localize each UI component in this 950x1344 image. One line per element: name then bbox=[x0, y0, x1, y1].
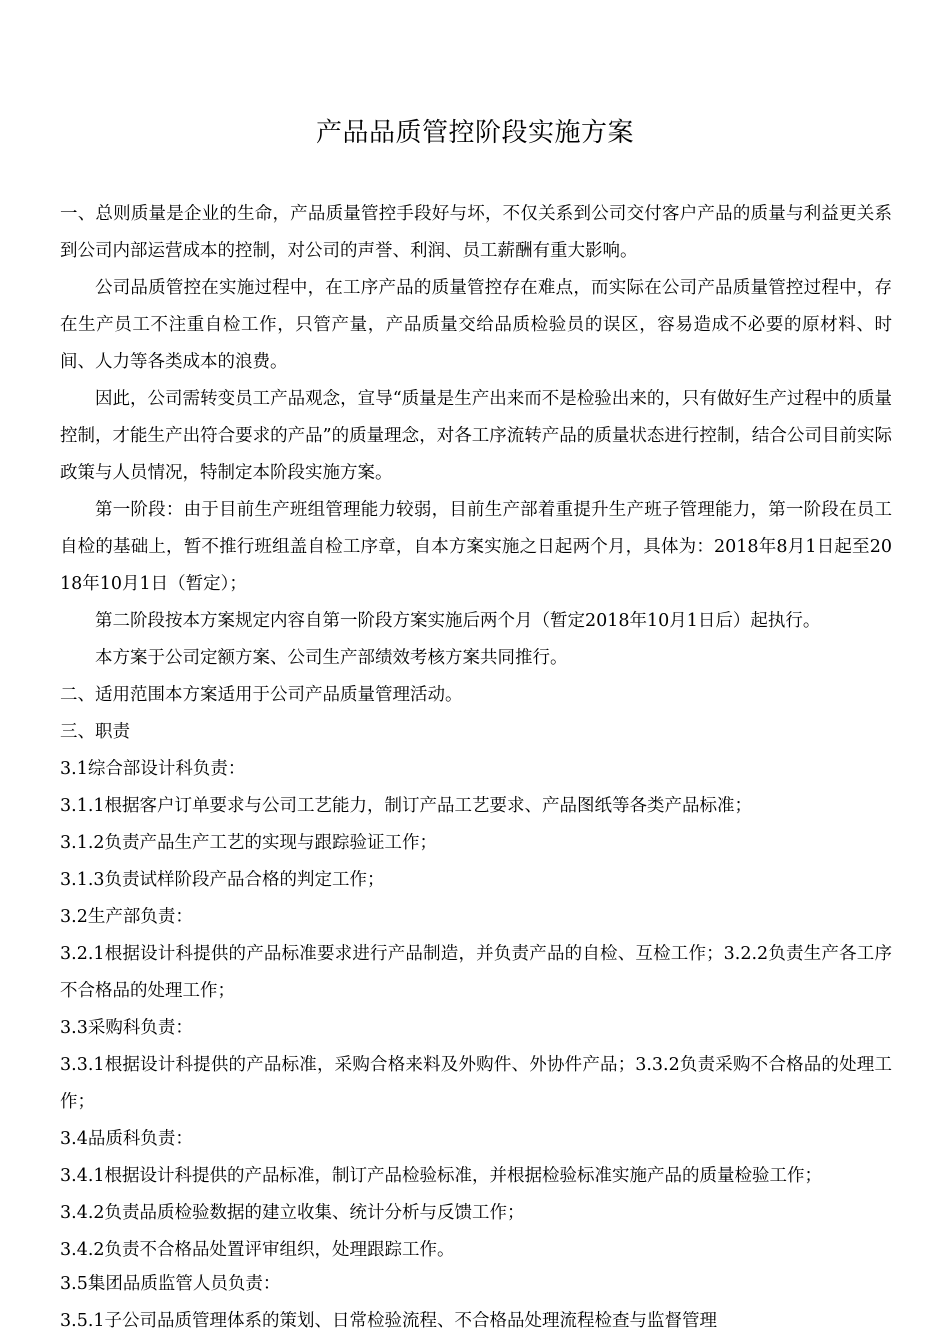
paragraph-phase-one: 第一阶段：由于目前生产班组管理能力较弱，目前生产部着重提升生产班子管理能力，第一阶段在员工自检的基础上，暂不推行班组盖自检工序章，自本方案实施之日起两个月，具体为：2018年8月1日起至2018年10月1日（暂定）； bbox=[60, 500, 892, 594]
item-3-2-1: 3.2.1根据设计科提供的产品标准要求进行产品制造，并负责产品的自检、互检工作；3.2.2负责生产各工序不合格品的处理工作； bbox=[60, 944, 892, 1001]
document-title: 产品品质管控阶段实施方案 bbox=[315, 118, 634, 148]
paragraph-phase-two: 第二阶段按本方案规定内容自第一阶段方案实施后两个月（暂定2018年10月1日后）起执行。 bbox=[95, 611, 821, 631]
item-3-4-1: 3.4.1根据设计科提供的产品标准，制订产品检验标准，并根据检验标准实施产品的质量检验工作； bbox=[60, 1166, 823, 1186]
item-3-5-1: 3.5.1子公司品质管理体系的策划、日常检验流程、不合格品处理流程检查与监督管理 bbox=[60, 1311, 718, 1331]
item-3-1-2: 3.1.2负责产品生产工艺的实现与跟踪验证工作； bbox=[60, 833, 438, 853]
item-3-1-1: 3.1.1根据客户订单要求与公司工艺能力，制订产品工艺要求、产品图纸等各类产品标准； bbox=[60, 796, 753, 816]
paragraph-general-principle: 一、总则质量是企业的生命，产品质量管控手段好与坏，不仅关系到公司交付客户产品的质量与利益更关系到公司内部运营成本的控制，对公司的声誉、利润、员工薪酬有重大影响。 bbox=[60, 204, 892, 261]
item-3-5: 3.5集团品质监管人员负责： bbox=[60, 1274, 281, 1294]
item-3-1: 3.1综合部设计科负责： bbox=[60, 759, 246, 779]
document-body bbox=[60, 196, 892, 1340]
item-3-3-1: 3.3.1根据设计科提供的产品标准，采购合格来料及外购件、外协件产品；3.3.2负责采购不合格品的处理工作； bbox=[60, 1055, 892, 1112]
paragraph-joint-implementation: 本方案于公司定额方案、公司生产部绩效考核方案共同推行。 bbox=[95, 648, 568, 668]
paragraph-scope: 二、适用范围本方案适用于公司产品质量管理活动。 bbox=[60, 685, 463, 705]
item-3-4-2-a: 3.4.2负责品质检验数据的建立收集、统计分析与反馈工作； bbox=[60, 1203, 525, 1223]
item-3-3: 3.3采购科负责： bbox=[60, 1018, 193, 1038]
paragraph-quality-concept: 因此，公司需转变员工产品观念，宣导“质量是生产出来而不是检验出来的，只有做好生产过程中的质量控制，才能生产出符合要求的产品”的质量理念，对各工序流转产品的质量状态进行控制，结合公司目前实际政策与人员情况，特制定本阶段实施方案。 bbox=[60, 389, 892, 483]
paragraph-quality-control-issues: 公司品质管控在实施过程中，在工序产品的质量管控存在难点，而实际在公司产品质量管控过程中，存在生产员工不注重自检工作，只管产量，产品质量交给品质检验员的误区，容易造成不必要的原材料、时间、人力等各类成本的浪费。 bbox=[60, 278, 892, 372]
section-heading-responsibilities: 三、职责 bbox=[60, 722, 130, 742]
item-3-1-3: 3.1.3负责试样阶段产品合格的判定工作； bbox=[60, 870, 385, 890]
item-3-4-2-b: 3.4.2负责不合格品处置评审组织，处理跟踪工作。 bbox=[60, 1240, 455, 1260]
item-3-2: 3.2生产部负责： bbox=[60, 907, 193, 927]
item-3-4: 3.4品质科负责： bbox=[60, 1129, 193, 1149]
